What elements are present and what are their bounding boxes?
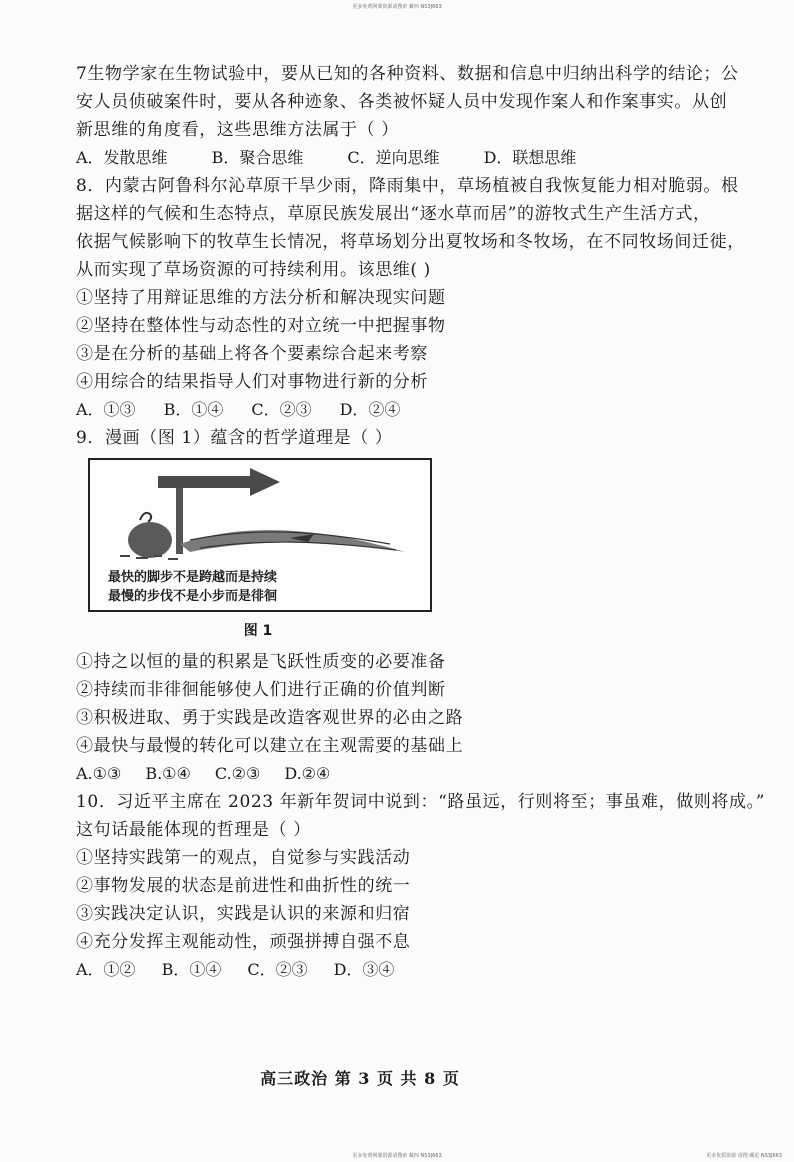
- q8-options: [76, 396, 756, 424]
- q9-statement: ①持之以恒的量的积累是飞跃性质变的必要准备: [76, 652, 446, 672]
- q9-option-a: A.①③: [76, 764, 122, 783]
- q9-option-d: D.②④: [284, 764, 331, 783]
- q9-stem: 9．漫画（图 1）蕴含的哲学道理是（ ）: [76, 428, 393, 448]
- q8-statement: ①坚持了用辩证思维的方法分析和解决现实问题: [76, 288, 446, 308]
- q8-statement: ④用综合的结果指导人们对事物进行新的分析: [76, 372, 428, 392]
- q10-statement: ②事物发展的状态是前进性和曲折性的统一: [76, 876, 411, 896]
- question-7: [76, 60, 756, 172]
- snail-shell: [128, 522, 172, 558]
- q9-statement: ④最快与最慢的转化可以建立在主观需要的基础上: [76, 736, 464, 756]
- cartoon-caption-line: 最快的脚步不是跨越而是持续: [108, 570, 278, 585]
- q10-option-b: B．①④: [161, 960, 222, 979]
- page-footer: 高三政治 第 3 页 共 8 页: [260, 1069, 460, 1088]
- watermark-bottom-right: 更多优质资源 请搜 藏星 NS3J663: [706, 1153, 782, 1159]
- q9-option-b: B.①④: [145, 764, 191, 783]
- q10-line: 10．习近平主席在 2023 年新年贺词中说到：“路虽远，行则将至；事虽难，做则将成。”: [76, 792, 765, 812]
- q10-statement: ③实践决定认识，实践是认识的来源和归宿: [76, 904, 411, 924]
- q7-option-d: D．联想思维: [483, 148, 577, 167]
- q7-options: [76, 144, 756, 172]
- q10-option-a: A．①②: [76, 960, 136, 979]
- snail-antenna: [140, 513, 151, 522]
- question-8: [76, 172, 756, 424]
- q8-statement: ③是在分析的基础上将各个要素综合起来考察: [76, 344, 428, 364]
- cartoon-figure: [88, 458, 432, 612]
- q7-line: 新思维的角度看，这些思维方法属于（ ）: [76, 120, 399, 140]
- q10-statement: ①坚持实践第一的观点，自觉参与实践活动: [76, 848, 411, 868]
- figure-label: 图 1: [243, 623, 273, 639]
- q8-option-b: B．①④: [163, 400, 224, 419]
- q9-options: [76, 760, 756, 788]
- q8-option-c: C．②③: [251, 400, 312, 419]
- watermark-bottom: 更多免费网课资源请搜索 藏西 NS3J663: [352, 1153, 442, 1159]
- q9-option-c: C.②③: [214, 764, 261, 783]
- q8-option-a: A．①③: [76, 400, 136, 419]
- q10-line: 这句话最能体现的哲理是（ ）: [76, 820, 311, 840]
- cartoon-caption: [108, 568, 277, 606]
- q10-option-d: D．③④: [333, 960, 395, 979]
- cartoon-caption-line: 最慢的步伐不是小步而是徘徊: [108, 589, 278, 604]
- q8-option-d: D．②④: [339, 400, 401, 419]
- q9-statement: ②持续而非徘徊能够使人们进行正确的价值判断: [76, 680, 446, 700]
- q7-line: 安人员侦破案件时，要从各种迹象、各类被怀疑人员中发现作案人和作案事实。从创: [76, 92, 728, 112]
- watermark-top: 更多免费网课资源请搜索 藏西 NS3J663: [352, 4, 442, 10]
- q9-statement: ③积极进取、勇于实践是改造客观世界的必由之路: [76, 708, 464, 728]
- q8-line: 依据气候影响下的牧草生长情况，将草场划分出夏牧场和冬牧场，在不同牧场间迁徙，: [76, 232, 745, 252]
- question-9: [76, 424, 756, 788]
- q8-line: 从而实现了草场资源的可持续利用。该思维( ): [76, 260, 431, 280]
- q10-options: [76, 956, 756, 984]
- q7-option-a: A．发散思维: [76, 148, 168, 167]
- q7-option-b: B．聚合思维: [211, 148, 304, 167]
- q8-line: 8．内蒙古阿鲁科尔沁草原干旱少雨，降雨集中，草场植被自我恢复能力相对脆弱。根: [76, 176, 739, 196]
- q7-option-c: C．逆向思维: [347, 148, 440, 167]
- q8-line: 据这样的气候和生态特点，草原民族发展出“逐水草而居”的游牧式生产生活方式，: [76, 204, 711, 224]
- q10-option-c: C．②③: [247, 960, 308, 979]
- question-content: [76, 60, 765, 984]
- q8-statement: ②坚持在整体性与动态性的对立统一中把握事物: [76, 316, 446, 336]
- q10-statement: ④充分发挥主观能动性，顽强拼搏自强不息: [76, 932, 411, 952]
- question-10: [76, 788, 765, 984]
- q7-line: 7生物学家在生物试验中，要从已知的各种资料、数据和信息中归纳出科学的结论；公: [76, 64, 739, 84]
